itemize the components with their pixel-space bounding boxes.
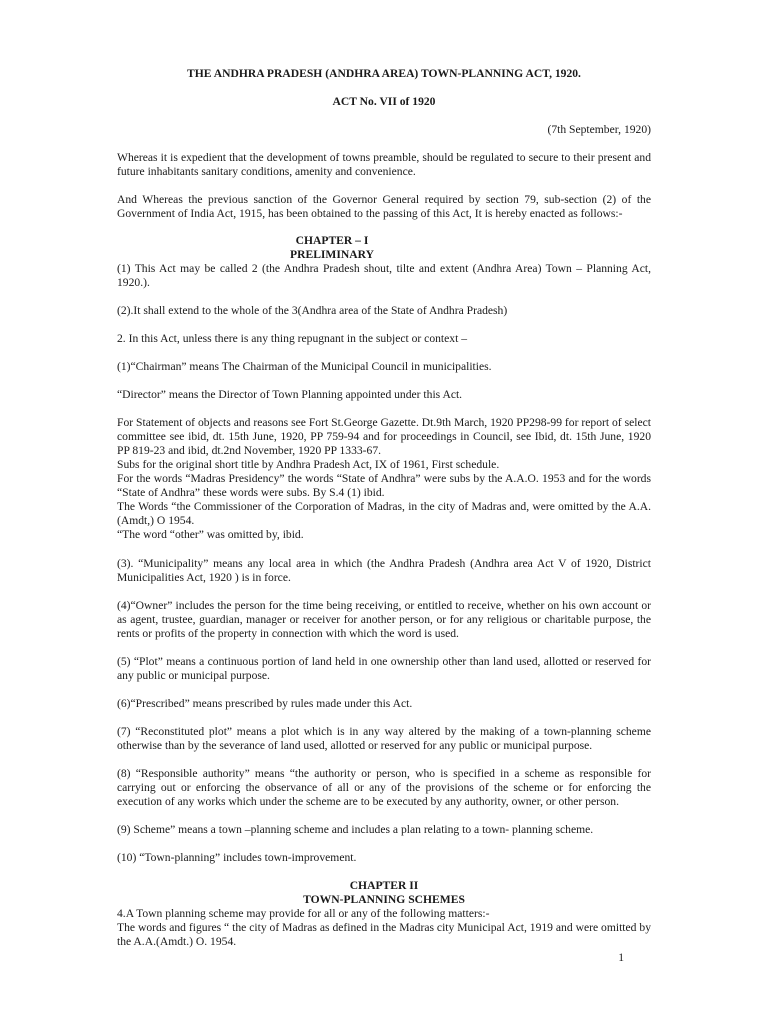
chapter-subheading: PRELIMINARY: [290, 248, 374, 261]
definition-paragraph: (8) “Responsible authority” means “the authority or person, who is specified in a scheme as responsible for carrying out or enforcing the observance of all or any of the provisions of the scheme or for enforcing the execution of any works which under the scheme are to be executed by any authority, owner, or other person.: [117, 767, 651, 808]
section-paragraph: 2. In this Act, unless there is any thing repugnant in the subject or context –: [117, 332, 467, 345]
section-paragraph: The words and figures “ the city of Madras as defined in the Madras city Municipal Act, 1919 and were omitted by the A.A.(Amdt.) O. 1954.: [117, 921, 651, 948]
definition-paragraph: (1)“Chairman” means The Chairman of the Municipal Council in municipalities.: [117, 360, 492, 373]
definition-paragraph: (6)“Prescribed” means prescribed by rules made under this Act.: [117, 697, 413, 710]
footnote: Subs for the original short title by Andhra Pradesh Act, IX of 1961, First schedule.: [117, 458, 500, 471]
section-paragraph: (2).It shall extend to the whole of the 3(Andhra area of the State of Andhra Pradesh): [117, 304, 508, 317]
act-date: (7th September, 1920): [547, 123, 651, 136]
definition-paragraph: (5) “Plot” means a continuous portion of land held in one ownership other than land used, allotted or reserved for any public or municipal purpose.: [117, 655, 651, 682]
definition-paragraph: (3). “Municipality” means any local area in which (the Andhra Pradesh (Andhra area Act V of 1920, District Municipalities Act, 1920 ) is in force.: [117, 557, 651, 584]
definition-paragraph: (10) “Town-planning” includes town-improvement.: [117, 851, 357, 864]
preamble-paragraph: And Whereas the previous sanction of the Governor General required by section 79, sub-section (2) of the Government of India Act, 1915, has been obtained to the passing of this Act, It is hereby enacted as follows:-: [117, 193, 651, 220]
chapter-subheading: TOWN-PLANNING SCHEMES: [303, 893, 465, 906]
document-page: [117, 0, 651, 1024]
chapter-heading: CHAPTER – I: [295, 234, 369, 247]
chapter-heading: CHAPTER II: [349, 879, 419, 892]
act-number: ACT No. VII of 1920: [332, 95, 436, 108]
footnote: For the words “Madras Presidency” the words “State of Andhra” were subs by the A.A.O. 1953 and for the words “State of Andhra” these words were subs. By S.4 (1) ibid.: [117, 472, 651, 499]
definition-paragraph: (7) “Reconstituted plot” means a plot which is in any way altered by the making of a town-planning scheme otherwise than by the severance of land used, allotted or reserved for any public or municipal purpose.: [117, 725, 651, 752]
page-number: 1: [618, 951, 624, 964]
document-title: THE ANDHRA PRADESH (ANDHRA AREA) TOWN-PLANNING ACT, 1920.: [187, 67, 581, 80]
footnote: The Words “the Commissioner of the Corporation of Madras, in the city of Madras and, were omitted by the A.A. (Amdt,) O 1954.: [117, 500, 651, 527]
section-paragraph: 4.A Town planning scheme may provide for all or any of the following matters:-: [117, 907, 490, 920]
footnote: For Statement of objects and reasons see Fort St.George Gazette. Dt.9th March, 1920 PP298-99 for report of select committee see ibid, dt. 15th June, 1920, PP 759-94 and for proceedings in Council, see Ibid, dt. 15th June, 1920 PP 819-23 and ibid, dt.2nd November, 1920 PP 1333-67.: [117, 416, 651, 457]
definition-paragraph: “Director” means the Director of Town Planning appointed under this Act.: [117, 388, 463, 401]
preamble-paragraph: Whereas it is expedient that the development of towns preamble, should be regulated to secure to their present and future inhabitants sanitary conditions, amenity and convenience.: [117, 151, 651, 178]
definition-paragraph: (4)“Owner” includes the person for the time being receiving, or entitled to receive, whether on his own account or as agent, trustee, guardian, manager or receiver for another person, or for any religious or charitable purpose, the rents or profits of the property in connection with which the word is used.: [117, 599, 651, 640]
section-paragraph: (1) This Act may be called 2 (the Andhra Pradesh shout, tilte and extent (Andhra Area) Town – Planning Act, 1920.).: [117, 262, 651, 289]
footnote: “The word “other” was omitted by, ibid.: [117, 528, 304, 541]
definition-paragraph: (9) Scheme” means a town –planning scheme and includes a plan relating to a town- planning scheme.: [117, 823, 594, 836]
